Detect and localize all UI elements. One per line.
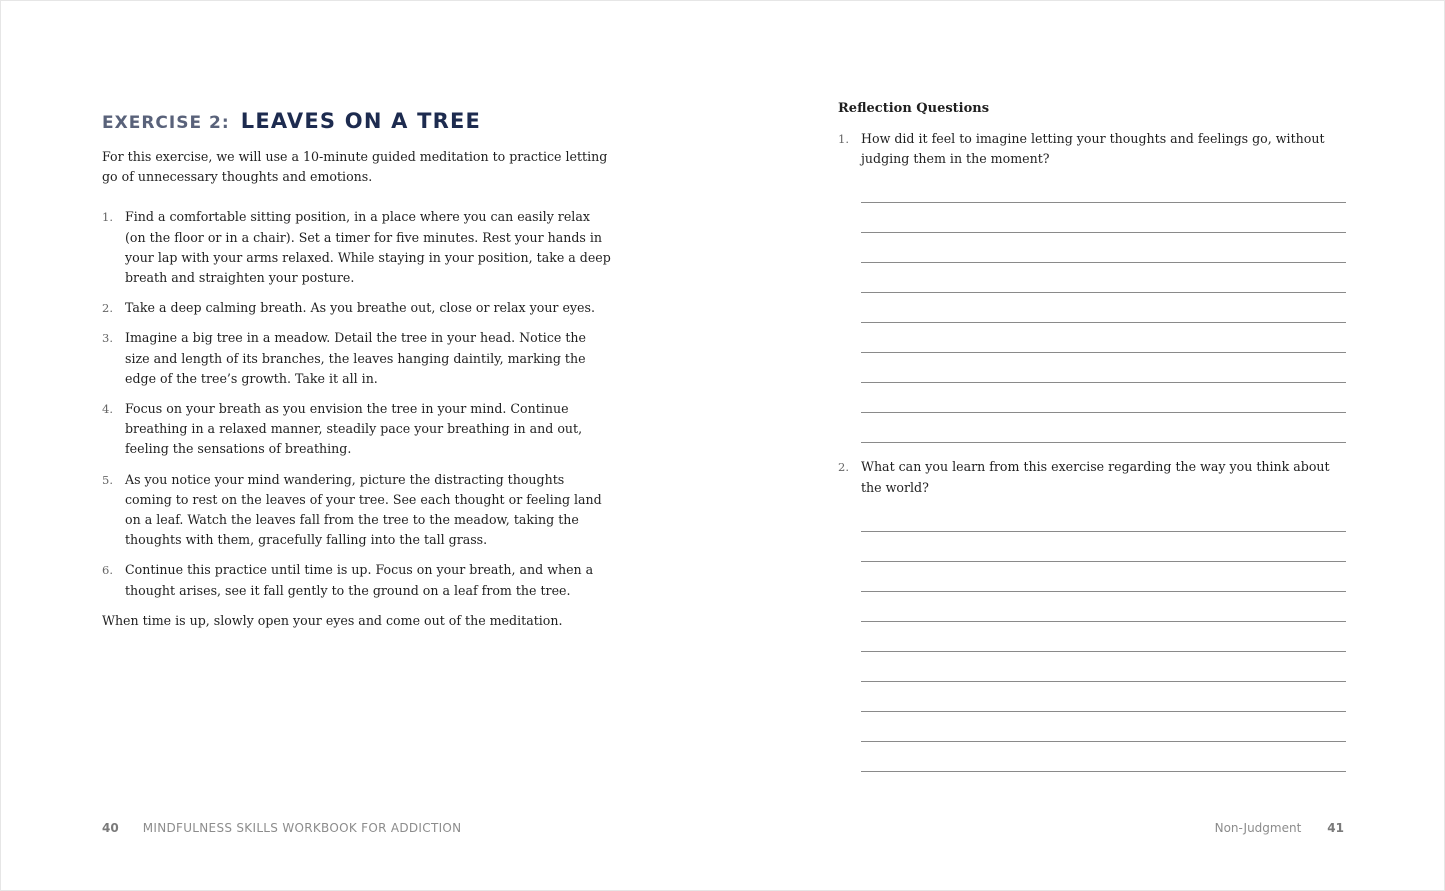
answer-line[interactable] [861,682,1346,712]
exercise-title [102,101,612,139]
step-item [102,399,612,460]
step-item [102,470,612,551]
answer-line[interactable] [861,622,1346,652]
step-text: Find a comfortable sitting position, in a place where you can easily relax (on the floor or in a chair). Set a timer for five minutes. Rest your hands in your lap with your arms relaxed. While staying in your position, take a deep breath and straighten your posture. [125,209,611,286]
answer-line[interactable] [861,353,1346,383]
step-number: 3. [102,331,113,346]
answer-line[interactable] [861,233,1346,263]
answer-line[interactable] [861,173,1346,203]
exercise-intro: For this exercise, we will use a 10-minute guided meditation to practice letting go of unnecessary thoughts and emotions. [102,149,608,185]
reflection-heading: Reflection Questions [838,101,990,116]
answer-line[interactable] [861,383,1346,413]
answer-line[interactable] [861,742,1346,772]
step-number: 2. [102,301,113,316]
answer-line[interactable] [861,592,1346,622]
question-number: 1. [838,132,849,146]
answer-line[interactable] [861,293,1346,323]
question-number: 2. [838,460,849,475]
step-number: 1. [102,210,113,225]
footer-left [102,821,461,835]
chapter-title: Non-Judgment [1214,821,1302,835]
step-item [102,207,612,288]
answer-line[interactable] [861,502,1346,532]
footer-right [1215,821,1344,835]
answer-line[interactable] [861,323,1346,353]
step-text: Imagine a big tree in a meadow. Detail the tree in your head. Notice the size and length of its branches, the leaves hanging daintily, marking the edge of the tree’s growth. Take it all in. [125,330,586,386]
step-number: 6. [102,563,113,578]
answer-line[interactable] [861,263,1346,293]
reflection-question [838,457,1346,497]
question-text: What can you learn from this exercise regarding the way you think about the world? [861,459,1330,495]
step-text: Continue this practice until time is up. Focus on your breath, and when a thought arises, see it fall gently to the ground on a leaf from the tree. [125,562,594,598]
exercise-label: EXERCISE 2: [102,113,230,133]
answer-line[interactable] [861,203,1346,233]
step-text: Focus on your breath as you envision the tree in your mind. Continue breathing in a relaxed manner, steadily pace your breathing in and out, feeling the sensations of breathing. [125,401,583,457]
answer-lines-q2[interactable] [861,502,1346,772]
step-text: Take a deep calming breath. As you breathe out, close or relax your eyes. [125,300,595,316]
answer-line[interactable] [861,562,1346,592]
step-item [102,560,612,600]
answer-line[interactable] [861,712,1346,742]
book-title: MINDFULNESS SKILLS WORKBOOK FOR ADDICTION [142,821,462,835]
step-number: 4. [102,402,113,417]
step-item [102,298,612,318]
step-item [102,328,612,389]
steps-list [102,207,612,600]
answer-lines-q1[interactable] [861,173,1346,443]
reflection-question [838,129,1346,169]
question-text: How did it feel to imagine letting your thoughts and feelings go, without judging them in the moment? [861,131,1325,167]
step-number: 5. [102,472,113,487]
answer-line[interactable] [861,652,1346,682]
page-number-right: 41 [1327,821,1344,835]
exercise-name: LEAVES ON A TREE [240,109,482,133]
left-page [102,101,612,631]
step-text: As you notice your mind wandering, picture the distracting thoughts coming to rest on the leaves of your tree. See each thought or feeling land on a leaf. Watch the leaves fall from the tree to the meadow, taking the thoughts with them, gracefully falling into the tall grass. [125,471,602,548]
page-number-left: 40 [102,821,119,835]
answer-line[interactable] [861,413,1346,443]
answer-line[interactable] [861,532,1346,562]
right-page [838,99,1346,772]
exercise-outro: When time is up, slowly open your eyes and come out of the meditation. [102,612,563,628]
